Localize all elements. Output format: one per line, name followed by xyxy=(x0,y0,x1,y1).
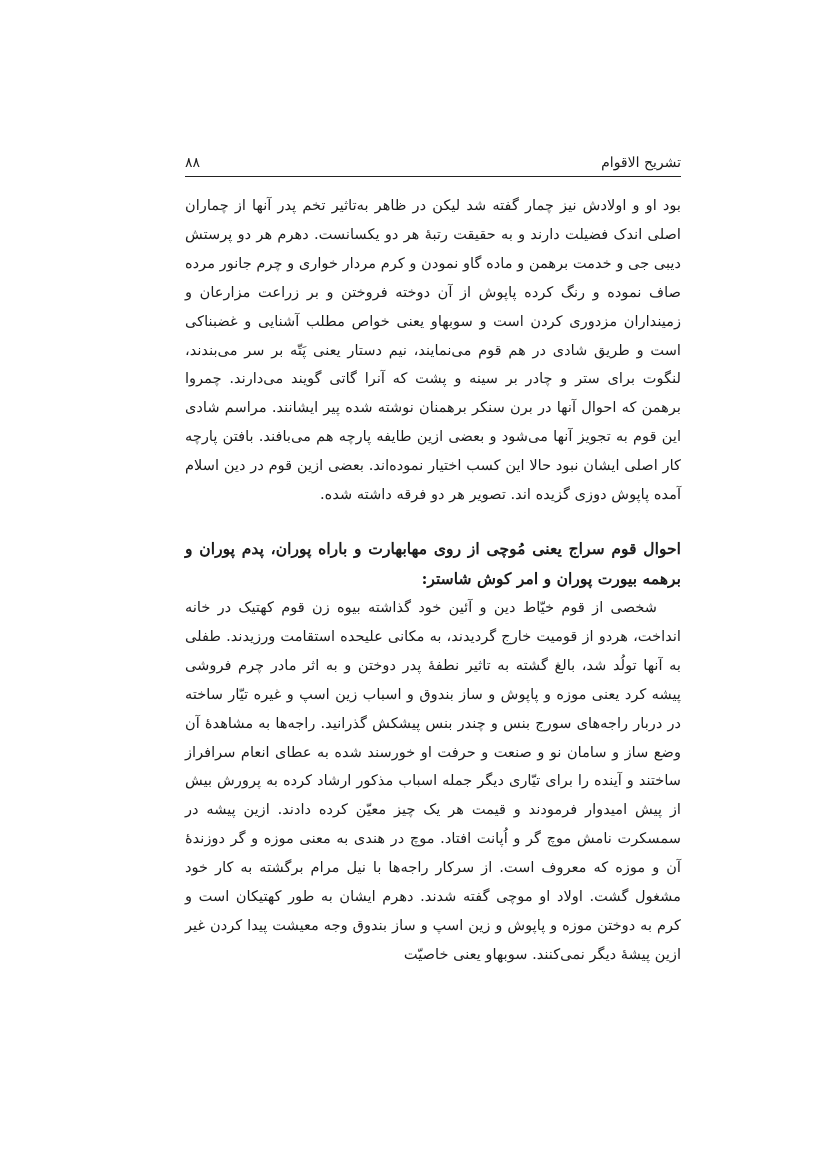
paragraph: شخصی از قوم خیّاط دین و آئین خود گذاشته بیوه زن قوم کهتیک در خانه انداخت، هردو از قومیت خارج گردیدند، به مکانی علیحده استقامت ورزیدند. طفلی به آنها تولُد شد، بالغ گشته به تاثیر نطفهٔ پدر دوختن و به اثر مادر چرم فروشی پیشه کرد یعنی موزه و پاپوش و ساز بندوق و اسباب زین اسپ و غیره تیّار ساخته در دربار راجه‌های سورج بنس و چندر بنس پیشکش گذرانید. راجه‌ها به مشاهدهٔ آن وضع ساز و سامان نو و صنعت و حرفت او خورسند شده به عطای انعام سرافراز ساختند و آینده را برای تیّاری دیگر جمله اسباب مذکور ارشاد کرده به پرورش بیش از پیش امیدوار فرمودند و قیمت هر یک چیز معیّن کرده دادند. ازین پیشه در سمسکرت نامش موچ گر و اُپانت افتاد. موچ در هندی به معنی موزه و گر دوزندهٔ آن و موزه که معروف است. از سرکار راجه‌ها با نیل مرام برگشته به کار خود مشغول گشت. اولاد او موچی گفته شدند. دهرم ایشان به طور کهتیکان است و کرم به دوختن موزه و پاپوش و زین اسپ و ساز بندوق وجه معیشت پیدا کردن غیر ازین پیشهٔ دیگر نمی‌کنند. سوبهاو یعنی خاصیّت xyxy=(185,599,681,963)
page-number: ۸۸ xyxy=(185,155,201,171)
running-title: تشریح الاقوام xyxy=(601,155,681,171)
section-heading: احوال قوم سراج یعنی مُوچی از روی مهابهارت و باراه پوران، پدم پوران و برهمه بیورت پوران و امر کوش شاستر: xyxy=(185,539,681,588)
paragraph: بود او و اولادش نیز چمار گفته شد لیکن در ظاهر به‌تاثیر تخم پدر آنها از چماران اصلی اندک فضیلت دارند و به حقیقت رتبهٔ هر دو یکسانست. دهرم هر دو پرستش دیبی جی و خدمت برهمن و ماده گاو نمودن و کرم مردار خواری و چرم جانور مرده صاف نموده و رنگ کرده پاپوش از آن دوخته فروختن و بر زراعت مزارعان و زمینداران مزدوری کردن است و سوبهاو یعنی خواص مطلب آشنایی و غضبناکی است و طریق شادی در هم قوم می‌نمایند، نیم دستار یعنی پَتّه بر سر می‌بندند، لنگوت برای ستر و چادر بر سینه و پشت که آنرا گاتی گویند می‌دارند. چمروا برهمن که احوال آنها در برن سنکر برهمنان نوشته شده پیر ایشانند. مراسم شادی این قوم به تجویز آنها می‌شود و بعضی ازین طایفه پارچه هم می‌بافند. بافتن پارچه کار اصلی ایشان نبود حالا این کسب اختیار نموده‌اند. بعضی ازین قوم در دین اسلام آمده پاپوش دوزی گزیده اند. تصویر هر دو فرقه داشته شده. xyxy=(185,197,681,504)
running-header xyxy=(185,148,681,172)
header-rule xyxy=(185,176,681,177)
